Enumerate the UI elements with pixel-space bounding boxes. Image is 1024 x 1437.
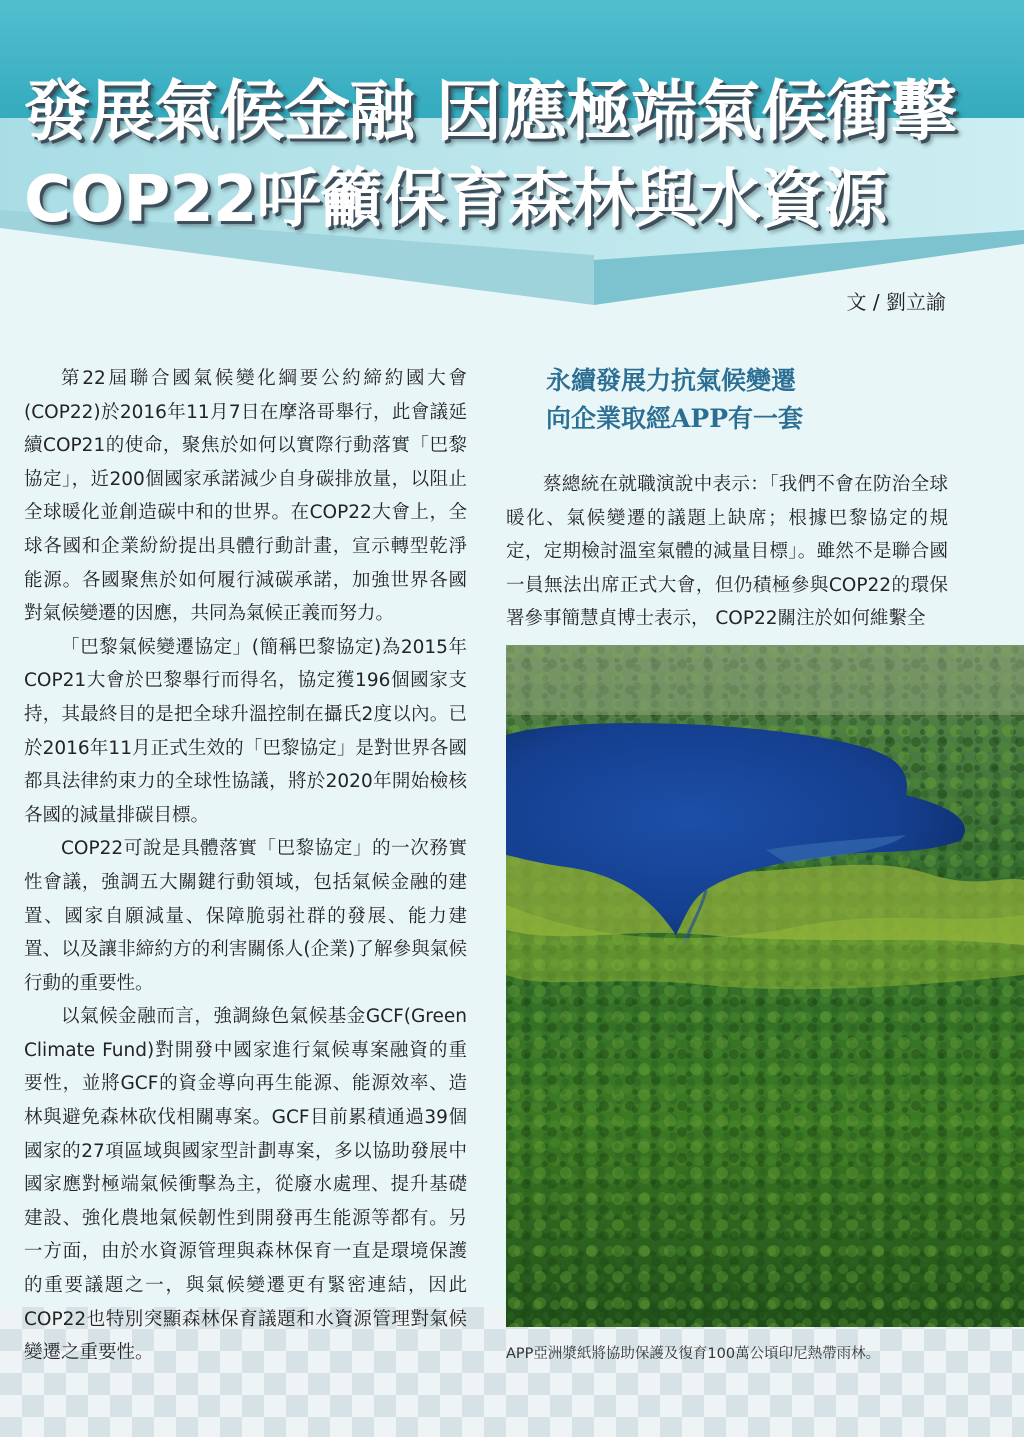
paragraph-3: COP22可說是具體落實「巴黎協定」的一次務實性會議，強調五大關鍵行動領域，包括氣候金融的建置、國家自願減量、保障脆弱社群的發展、能力建置、以及讓非締約方的利害關係人(企業)了解參與氣候行動的重要性。 <box>24 838 467 994</box>
subheading-line-2: 向企業取經APP有一套 <box>546 404 803 433</box>
rainforest-lake-photo <box>506 645 1024 1327</box>
paragraph-1: 第22屆聯合國氣候變化綱要公約締約國大會(COP22)於2016年11月7日在摩洛哥舉行，此會議延續COP21的使命，聚焦於如何以實際行動落實「巴黎協定」，近200個國家承諾減少自身碳排放量，以阻止全球暖化並創造碳中和的世界。在COP22大會上，全球各國和企業紛紛提出具體行動計畫，宣示轉型乾淨能源。各國聚焦於如何履行減碳承諾，加強世界各國對氣候變遷的因應，共同為氣候正義而努力。 <box>24 368 467 625</box>
title-line-2: COP22呼籲保育森林與水資源 <box>24 163 887 237</box>
paragraph-4: 以氣候金融而言，強調綠色氣候基金GCF(Green Climate Fund)對開發中國家進行氣候專案融資的重要性，並將GCF的資金導向再生能源、能源效率、造林與避免森林砍伐相關專案。GCF目前累積通過39個國家的27項區域與國家型計劃專案，多以協助發展中國家應對極端氣候衝擊為主，從廢水處理、提升基礎建設、強化農地氣候韌性到開發再生能源等都有。另一方面，由於水資源管理與森林保育一直是環境保護的重要議題之一，與氣候變遷更有緊密連結，因此COP22也特別突顯森林保育議題和水資源管理對氣候變遷之重要性。 <box>24 1006 467 1364</box>
paragraph-5: 蔡總統在就職演說中表示：「我們不會在防治全球暖化、氣候變遷的議題上缺席；根據巴黎協定的規定，定期檢討溫室氣體的減量目標」。雖然不是聯合國一員無法出席正式大會，但仍積極參與COP22的環保署參事簡慧貞博士表示， COP22關注於如何維繫全 <box>506 474 948 630</box>
author-byline: 文 / 劉立諭 <box>846 290 946 314</box>
paragraph-2: 「巴黎氣候變遷協定」(簡稱巴黎協定)為2015年COP21大會於巴黎舉行而得名，協定獲196個國家支持，其最終目的是把全球升溫控制在攝氏2度以內。已於2016年11月正式生效的「巴黎協定」是對世界各國都具法律約束力的全球性協議，將於2020年開始檢核各國的減量排碳目標。 <box>24 636 467 826</box>
article-left-column <box>24 362 467 1370</box>
article-right-column <box>506 362 948 636</box>
title-line-1: 發展氣候金融 因應極端氣候衝擊 <box>24 73 956 150</box>
section-subheading <box>506 362 948 438</box>
distant-haze <box>506 645 1024 715</box>
subheading-line-1: 永續發展力抗氣候變遷 <box>546 366 797 395</box>
photo-caption: APP亞洲漿紙將協助保護及復育100萬公頃印尼熱帶雨林。 <box>506 1346 881 1362</box>
